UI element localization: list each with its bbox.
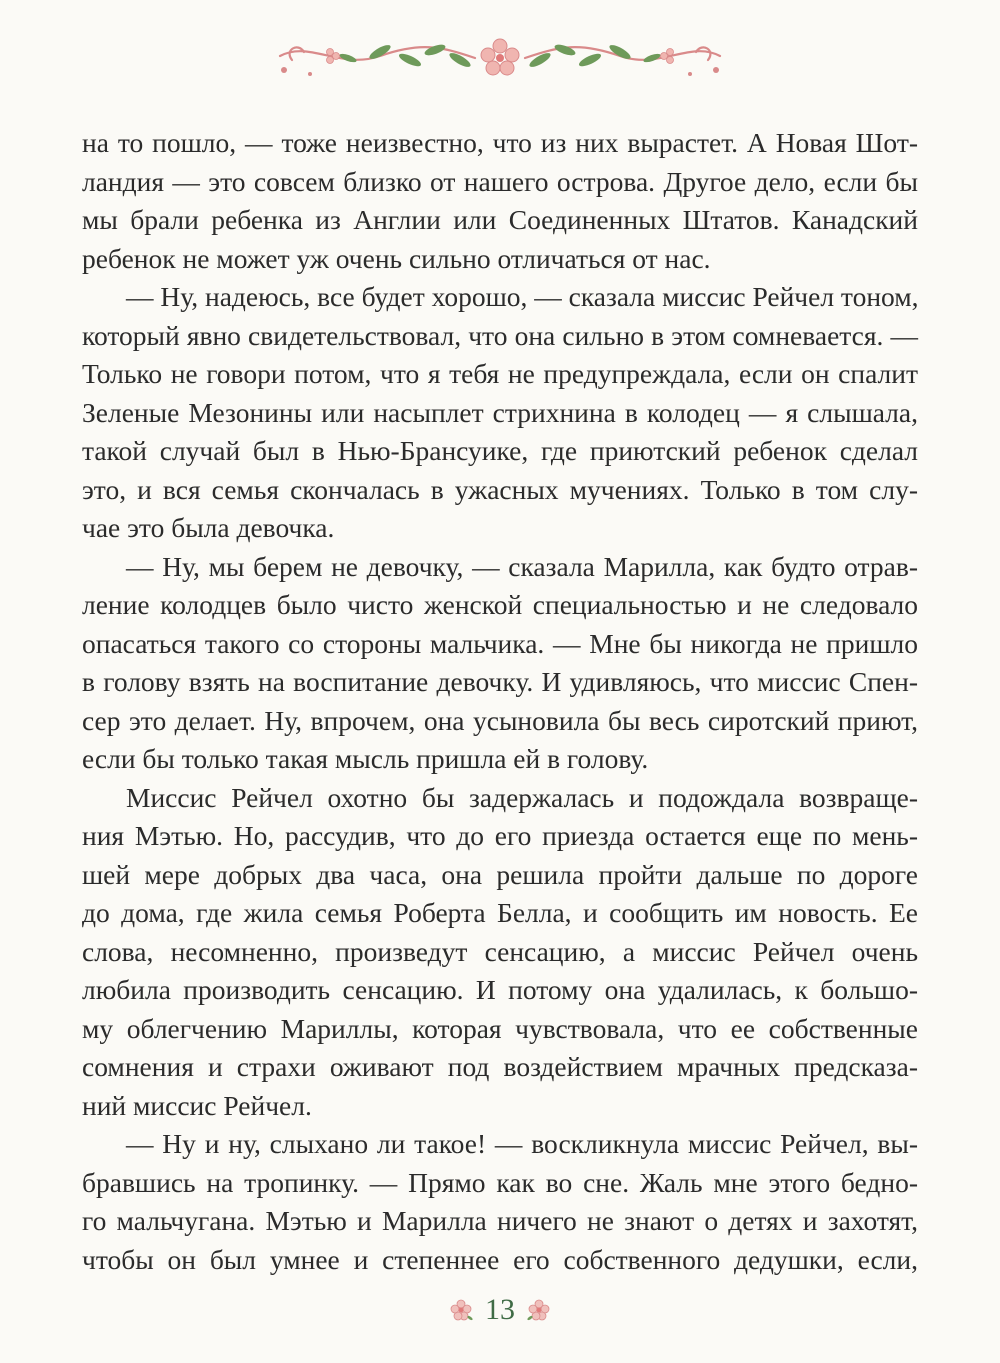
flower-icon: [527, 1298, 551, 1322]
text-line: такой случай был в Нью-Брансуике, где приютский ребенок сделал: [82, 435, 918, 466]
text-line: Зеленые Мезонины или насыплет стрихнина в колодец — я слышала,: [82, 396, 918, 428]
text-line: — Ну, надеюсь, все будет хорошо, — сказала миссис Рейчел тоном,: [126, 281, 919, 312]
text-line: бравшись на тропинку. — Прямо как во сне. Жаль мне этого бедно-: [82, 1166, 918, 1198]
text-line: который явно свидетельствовал, что она сильно в этом сомневается. —: [82, 319, 918, 351]
page-text: [82, 124, 918, 1279]
page-number: 13: [485, 1293, 515, 1326]
text-line: чтобы он был умнее и степеннее его собственного дедушки, если,: [82, 1243, 918, 1275]
text-line: мы брали ребенка из Англии или Соединенных Штатов. Канадский: [82, 204, 918, 235]
text-line: ление колодцев было чисто женской специальностью и не следовало: [82, 589, 918, 620]
text-line: ния Мэтью. Но, рассудив, что до его приезда остается еще по мень-: [82, 820, 918, 851]
text-line: на то пошло, — тоже неизвестно, что из них вырастет. А Новая Шот-: [82, 127, 918, 158]
text-line: в голову взять на воспитание девочку. И удивляюсь, что миссис Спен-: [82, 666, 918, 697]
text-line: слова, несомненно, произведут сенсацию, а миссис Рейчел очень: [82, 935, 918, 967]
text-line: чае это была девочка.: [82, 512, 335, 543]
page-footer: [0, 1290, 1000, 1330]
text-line: сер это делает. Ну, впрочем, она усыновила бы весь сиротский приют,: [82, 704, 918, 736]
text-line: го мальчугана. Мэтью и Марилла ничего не знают о детях и захотят,: [82, 1205, 918, 1236]
text-line: Миссис Рейчел охотно бы задержалась и подождала возвраще-: [126, 781, 918, 813]
flower-icon: [449, 1298, 473, 1322]
text-line: сомнения и страхи оживают под воздействием мрачных предсказа-: [82, 1051, 918, 1082]
text-line: — Ну, мы берем не девочку, — сказала Марилла, как будто отрав-: [126, 550, 918, 582]
text-line: Только не говори потом, что я тебя не предупреждала, если он спалит: [82, 358, 918, 389]
text-line: шей мере добрых два часа, она решила пройти дальше по дороге: [82, 858, 918, 890]
text-line: если бы только такая мысль пришла ей в голову.: [82, 743, 649, 774]
text-line: ландия — это совсем близко от нашего острова. Другое дело, если бы: [82, 165, 918, 197]
floral-vine-icon: [270, 30, 730, 86]
text-line: до дома, где жила семья Роберта Белла, и сообщить им новость. Ее: [82, 897, 918, 928]
text-line: любила производить сенсацию. И потому она удалилась, к большо-: [82, 974, 918, 1005]
text-line: — Ну и ну, слыхано ли такое! — воскликнула миссис Рейчел, вы-: [126, 1128, 918, 1159]
text-line: это, и вся семья скончалась в ужасных мучениях. Только в том слу-: [82, 473, 918, 505]
text-line: ний миссис Рейчел.: [82, 1089, 312, 1121]
text-line: ребенок не может уж очень сильно отличаться от нас.: [82, 242, 711, 274]
text-line: опасаться такого со стороны мальчика. — Мне бы никогда не пришло: [82, 627, 918, 659]
text-line: му облегчению Мариллы, которая чувствовала, что ее собственные: [82, 1012, 918, 1044]
